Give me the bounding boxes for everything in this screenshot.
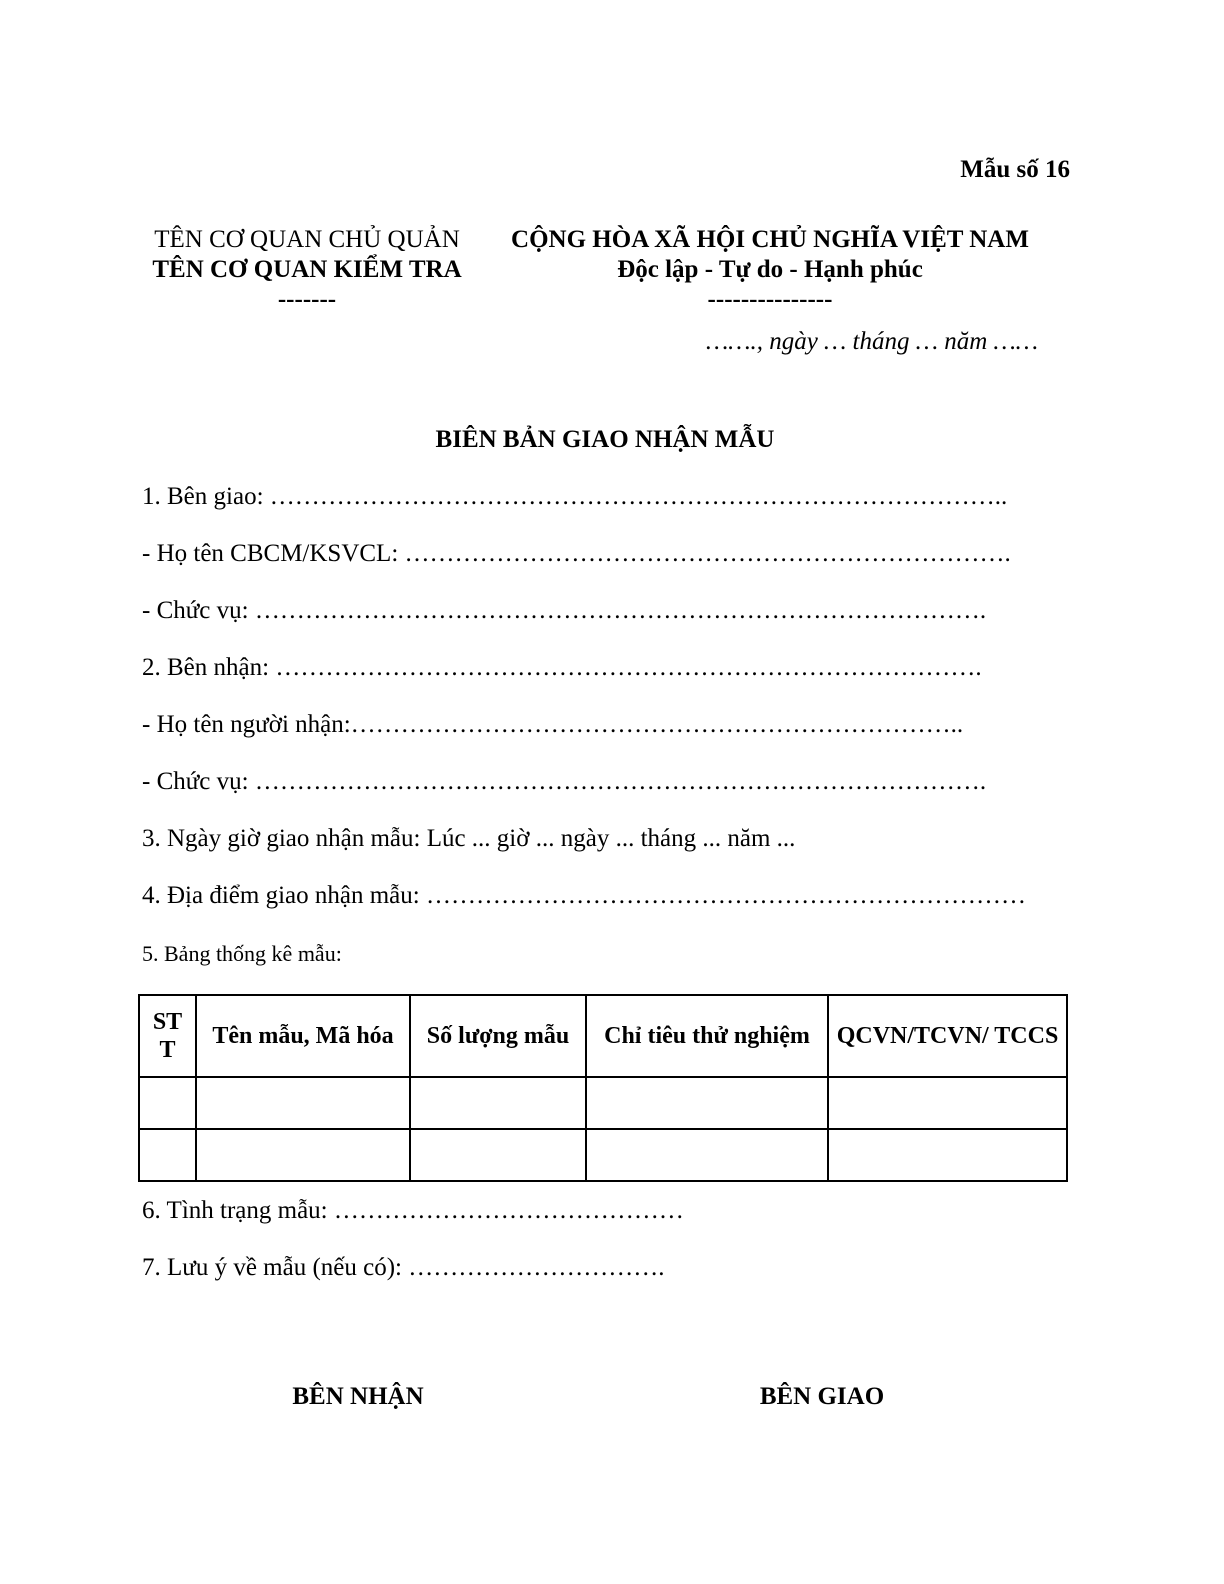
column-header-index: ST T xyxy=(139,995,196,1077)
table-caption: 5. Bảng thống kê mẫu: xyxy=(142,941,342,966)
table-cell xyxy=(586,1129,828,1181)
column-header-sample-name: Tên mẫu, Mã hóa xyxy=(196,995,410,1077)
table-cell xyxy=(196,1077,410,1129)
field-receiver-name: - Họ tên người nhận:……………………………………………………………….. xyxy=(142,711,964,738)
table-cell xyxy=(410,1077,586,1129)
parent-agency: TÊN CƠ QUAN CHỦ QUẢN xyxy=(154,226,460,253)
table-cell xyxy=(139,1077,196,1129)
field-receiver-position: - Chức vụ: ……………………………………………………………………………. xyxy=(142,768,987,795)
table-cell xyxy=(410,1129,586,1181)
right-separator: --------------- xyxy=(707,286,833,313)
table-row xyxy=(139,1129,1067,1181)
field-sample-notes: 7. Lưu ý về mẫu (nếu có): …………………………. xyxy=(142,1254,665,1281)
table-cell xyxy=(828,1077,1067,1129)
document-title: BIÊN BẢN GIAO NHẬN MẪU xyxy=(435,426,775,453)
form-number: Mẫu số 16 xyxy=(960,156,1070,183)
date-line: ……., ngày … tháng … năm …… xyxy=(706,328,1038,355)
table-cell xyxy=(586,1077,828,1129)
field-deliverer: 1. Bên giao: …………………………………………………………………………….. xyxy=(142,483,1008,510)
field-deliverer-position: - Chức vụ: ……………………………………………………………………………. xyxy=(142,597,987,624)
table-cell xyxy=(139,1129,196,1181)
column-header-test-criteria: Chỉ tiêu thử nghiệm xyxy=(586,995,828,1077)
table-cell xyxy=(828,1129,1067,1181)
left-separator: ------- xyxy=(277,286,337,313)
national-motto: Độc lập - Tự do - Hạnh phúc xyxy=(617,256,923,283)
field-sample-condition: 6. Tình trạng mẫu: …………………………………… xyxy=(142,1197,684,1224)
column-header-standard: QCVN/TCVN/ TCCS xyxy=(828,995,1067,1077)
sample-statistics-table xyxy=(138,994,1068,1182)
field-deliverer-staff-name: - Họ tên CBCM/KSVCL: ………………………………………………………………. xyxy=(142,540,1011,567)
table-header-row xyxy=(139,995,1067,1077)
field-handover-location: 4. Địa điểm giao nhận mẫu: ……………………………………………………………… xyxy=(142,882,1026,909)
column-header-quantity: Số lượng mẫu xyxy=(410,995,586,1077)
signature-deliverer: BÊN GIAO xyxy=(759,1383,885,1410)
signature-receiver: BÊN NHẬN xyxy=(292,1383,424,1410)
field-receiver: 2. Bên nhận: …………………………………………………………………………. xyxy=(142,654,982,681)
table-cell xyxy=(196,1129,410,1181)
table-row xyxy=(139,1077,1067,1129)
field-handover-datetime: 3. Ngày giờ giao nhận mẫu: Lúc ... giờ ... ngày ... tháng ... năm ... xyxy=(142,825,796,852)
inspection-agency: TÊN CƠ QUAN KIỂM TRA xyxy=(152,256,462,283)
country-name: CỘNG HÒA XÃ HỘI CHỦ NGHĨA VIỆT NAM xyxy=(511,226,1029,253)
